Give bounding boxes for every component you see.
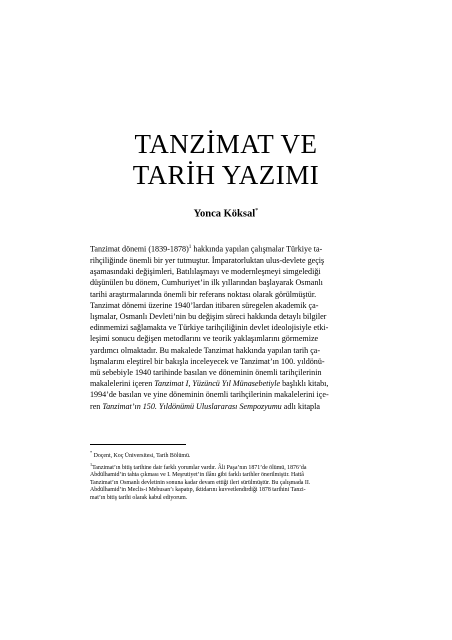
book-title: Tanzimat I, Yüzüncü Yıl Münasebetiyle [154, 379, 281, 389]
body-line: aşamasındaki değişimleri, Batılılaşmayı ve modernleşmeyi simgelediği [90, 267, 321, 277]
footnote-1-line: Tanzimat’ın Osmanlı devletinin sonuna kadar devam ettiği ileri sürülmüştür. Bu çalışmada II. [90, 479, 311, 486]
body-paragraph [90, 242, 365, 412]
article-title-line-2: TARİH YAZIMI [132, 160, 320, 190]
footnote-mark: 1 [90, 461, 93, 467]
body-text: ren [90, 401, 103, 411]
body-line: Tanzimat dönemi üzerine 1940’lardan itibaren süregelen akademik ça- [90, 300, 319, 310]
body-text: Tanzimat dönemi (1839-1878) [90, 244, 189, 254]
footnote-ref: 1 [188, 244, 192, 250]
body-text: adlı kitapla [281, 401, 320, 411]
body-line: lışmalar, Osmanlı Devleti’nin bu değişim süreci hakkında detaylı bilgiler [90, 311, 327, 321]
body-line: lışmalarını eleştirel bir bakışla inceleyecek ve Tanzimat’ın 100. yıldönü- [90, 356, 325, 366]
footnote-mark: * [90, 450, 93, 455]
footnote-1-line: Abdülhamid’in tahta çıkması ve I. Meşrutiyet’in ilânı gibi farklı tarihler önerilmiştir. Hattâ [90, 472, 304, 479]
body-line [90, 401, 365, 412]
footnote-1-line: Abdülhamid’in Meclis-i Mebusan’ı kapatıp, iktidarını kuvvetlendirdiği 1878 tarihini Tanzi- [90, 487, 306, 494]
book-title: Tanzimat’ın 150. Yıldönümü Uluslararası Sempozyumu [102, 401, 282, 411]
author-byline [0, 207, 452, 220]
body-line [90, 378, 365, 389]
body-text: hakkında yapılan çalışmalar Türkiye ta- [191, 244, 323, 254]
body-line: edinmemizi sağlamakta ve Türkiye tarihçiliğinin devlet ideolojisiyle etki- [90, 323, 329, 333]
body-text: makalelerini içeren [90, 379, 155, 389]
body-line: mü sebebiyle 1940 tarihinde basılan ve döneminin önemli tarihçilerinin [90, 367, 322, 377]
body-line: rihçiliğinde önemli bir yer tutmuştur. İmparatorluktan ulus-devlete geçiş [90, 255, 325, 265]
footnote-text: Tanzimat’ın bitiş tarihine dair farklı yorumlar vardır. Âli Paşa’nın 1871’de ölümü, 1876’da [92, 464, 307, 471]
footnote-divider [90, 444, 186, 445]
body-line [90, 242, 365, 255]
footnote-author [90, 449, 365, 461]
author-footnote-mark: * [255, 207, 259, 214]
article-title-line-1: TANZİMAT VE [134, 129, 318, 159]
footnote-1-line: mat’ın bitiş tarihi olarak kabul ediyorum. [90, 494, 188, 501]
body-line: tarihi araştırmalarında önemli bir referans noktası olarak görülmüştür. [90, 289, 317, 299]
author-name: Yonca Köksal [193, 208, 256, 220]
body-line: 1994’de basılan ve yine döneminin önemli tarihçilerinin makalelerini içe- [90, 390, 329, 400]
footnote-1-line [90, 461, 365, 473]
footnote-text: Doçent, Koç Üniversitesi, Tarih Bölümü. [92, 452, 191, 459]
body-text: başlıklı kitabı, [280, 379, 329, 389]
footnotes [90, 449, 365, 503]
body-line: yardımcı olmaktadır. Bu makalede Tanzimat hakkında yapılan tarih ça- [90, 345, 321, 355]
body-line: düşünülen bu dönem, Cumhuriyet’in ilk yıllarından başlayarak Osmanlı [90, 278, 323, 288]
body-line: leşimi sonucu değişen metodlarını ve teorik yaklaşımlarını görmemize [90, 334, 319, 344]
